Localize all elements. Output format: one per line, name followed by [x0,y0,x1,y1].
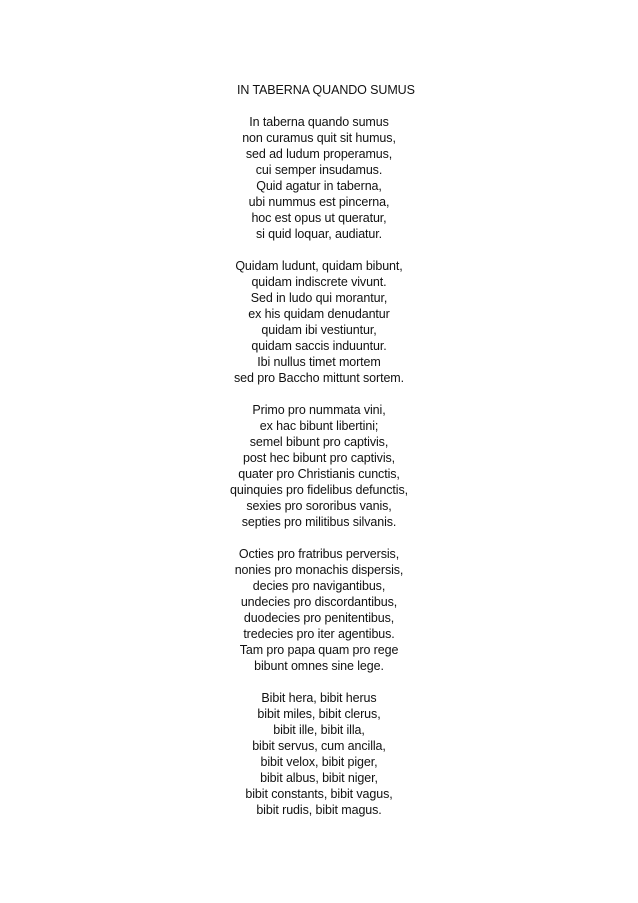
poem-line: non curamus quit sit humus, [242,131,396,145]
poem-line: Bibit hera, bibit herus [261,691,377,705]
poem-line: quidam saccis induuntur. [251,339,387,353]
poem-line: bibit rudis, bibit magus. [256,803,382,817]
poem-line: semel bibunt pro captivis, [249,435,389,449]
poem-line: sexies pro sororibus vanis, [246,499,392,513]
poem-line: bibunt omnes sine lege. [254,659,384,673]
poem-line: quidam indiscrete vivunt. [251,275,387,289]
stanza-4 [219,546,419,674]
poem-line: nonies pro monachis dispersis, [234,563,404,577]
poem-line: Sed in ludo qui morantur, [250,291,388,305]
poem-line: decies pro navigantibus, [252,579,386,593]
stanza-5 [219,690,419,818]
poem-line: quidam ibi vestiuntur, [261,323,377,337]
poem-line: Quid agatur in taberna, [256,179,382,193]
poem-body [219,114,419,834]
stanza-1 [219,114,419,242]
poem-line: si quid loquar, audiatur. [255,227,383,241]
stanza-3 [219,402,419,530]
poem-line: bibit servus, cum ancilla, [252,739,386,753]
poem-line: sed pro Baccho mittunt sortem. [234,371,404,385]
poem-line: ex hac bibunt libertini; [259,419,379,433]
poem-line: Tam pro papa quam pro rege [239,643,399,657]
poem-line: bibit albus, bibit niger, [260,771,378,785]
poem-line: ubi nummus est pincerna, [248,195,390,209]
poem-line: bibit velox, bibit piger, [260,755,378,769]
poem-line: quater pro Christianis cunctis, [238,467,400,481]
stanza-2 [219,258,419,386]
poem-line: Quidam ludunt, quidam bibunt, [235,259,403,273]
poem-line: Primo pro nummata vini, [252,403,386,417]
poem-line: septies pro militibus silvanis. [241,515,397,529]
poem-line: tredecies pro iter agentibus. [243,627,395,641]
poem-line: bibit ille, bibit illa, [273,723,365,737]
poem-title: IN TABERNA QUANDO SUMUS [237,83,415,97]
poem-line: Octies pro fratribus perversis, [238,547,400,561]
poem-line: bibit constants, bibit vagus, [245,787,393,801]
poem-line: hoc est opus ut queratur, [251,211,387,225]
poem-line: cui semper insudamus. [255,163,383,177]
poem-line: In taberna quando sumus [249,115,389,129]
poem-line: undecies pro discordantibus, [240,595,398,609]
poem-line: post hec bibunt pro captivis, [242,451,396,465]
poem-line: bibit miles, bibit clerus, [257,707,381,721]
poem-line: duodecies pro penitentibus, [243,611,395,625]
poem-line: sed ad ludum properamus, [245,147,393,161]
poem-line: ex his quidam denudantur [248,307,390,321]
poem-line: Ibi nullus timet mortem [257,355,381,369]
poem-line: quinquies pro fidelibus defunctis, [230,483,408,497]
